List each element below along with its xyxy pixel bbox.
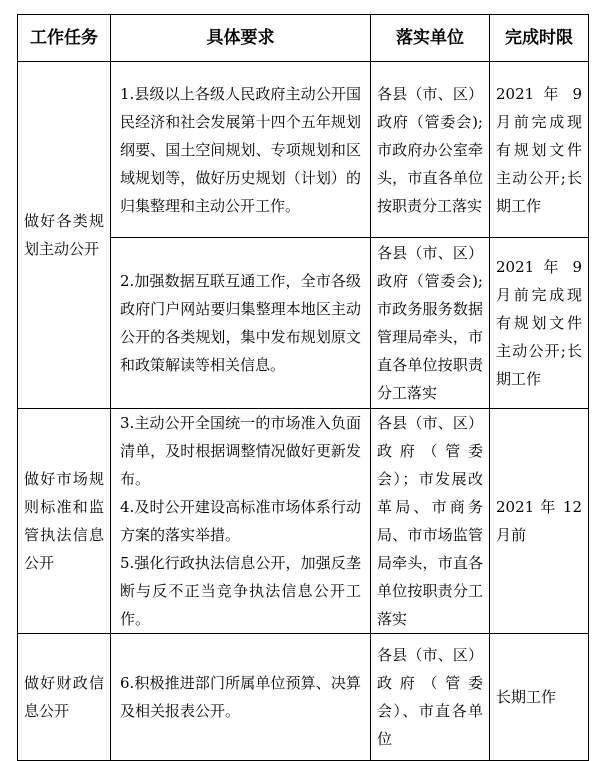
table-row-fiscal-info [18, 634, 589, 761]
requirements-cell [111, 238, 371, 409]
unit-cell: 各县（市、区）政府（管委会）；市发展改革局、市商务局、市市场监管局牵头，市直各单位按职责分工落实 [371, 409, 490, 634]
unit-cell: 各县（市、区）政府（管委会);市政府办公室牵头，市直各单位按职责分工落实 [371, 62, 490, 238]
requirement-item: 4.及时公开建设高标准市场体系行动方案的落实举措。 [120, 498, 361, 544]
header-cell-unit: 落实单位 [371, 15, 490, 62]
requirement-item: 3.主动公开全国统一的市场准入负面清单，及时根据调整情况做好更新发布。 [120, 414, 361, 488]
requirements-cell [111, 62, 371, 238]
deadline-cell: 长期工作 [490, 634, 589, 761]
deadline-cell: 2021 年 9 月前完成现有规划文件主动公开;长期工作 [490, 62, 589, 238]
requirement-item: 6.积极推进部门所属单位预算、决算及相关报表公开。 [120, 674, 361, 720]
header-cell-deadline: 完成时限 [490, 15, 589, 62]
task-cell-market-rules: 做好市场规则标准和监管执法信息公开 [18, 409, 111, 634]
requirement-item: 1.县级以上各级人民政府主动公开国民经济和社会发展第十四个五年规划纲要、国土空间规划、专项规划和区域规划等，做好历史规划（计划）的归集整理和主动公开工作。 [120, 84, 361, 215]
table-row-planning-1 [18, 62, 589, 238]
requirements-cell [111, 409, 371, 634]
deadline-cell: 2021 年 9 月前完成现有规划文件主动公开;长期工作 [490, 238, 589, 409]
requirement-item: 2.加强数据互联互通工作，全市各级政府门户网站要归集整理本地区主动公开的各类规划，集中发布规划原文和政策解读等相关信息。 [120, 272, 361, 374]
deadline-cell: 2021 年 12 月前 [490, 409, 589, 634]
requirement-item: 5.强化行政执法信息公开，加强反垄断与反不正当竞争执法信息公开工作。 [120, 554, 361, 628]
task-cell-fiscal-info: 做好财政信息公开 [18, 634, 111, 761]
header-cell-requirements: 具体要求 [111, 15, 371, 62]
header-cell-task: 工作任务 [18, 15, 111, 62]
requirements-cell [111, 634, 371, 761]
unit-cell: 各县（市、区）政府（管委会）、市直各单位 [371, 634, 490, 761]
unit-cell: 各县（市、区）政府（管委会);市政务服务数据管理局牵头，市直各单位按职责分工落实 [371, 238, 490, 409]
task-cell-planning: 做好各类规划主动公开 [18, 62, 111, 409]
table-row-market-rules [18, 409, 589, 634]
table-header-row [18, 15, 589, 62]
work-tasks-table [17, 14, 589, 761]
